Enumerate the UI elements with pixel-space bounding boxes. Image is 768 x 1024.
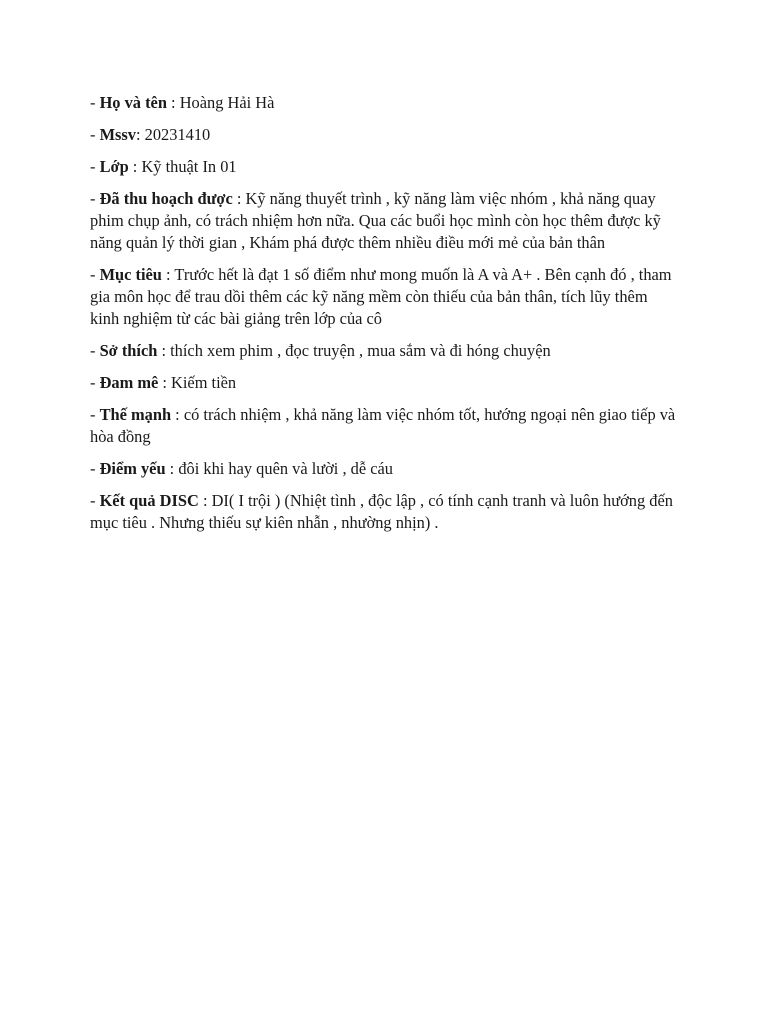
bullet-dash: -	[90, 405, 100, 424]
field-value: Kiếm tiền	[171, 373, 237, 392]
field-label: Mssv	[99, 125, 136, 144]
field-label: Đã thu hoạch được	[99, 189, 233, 208]
field-separator: :	[171, 405, 184, 424]
bullet-dash: -	[90, 491, 100, 510]
bullet-dash: -	[90, 265, 100, 284]
field-value: Kỹ thuật In 01	[141, 157, 237, 176]
field-student-id	[90, 124, 680, 146]
field-hobbies	[90, 340, 680, 362]
field-separator: :	[165, 459, 179, 478]
field-value: có trách nhiệm , khả năng làm việc nhóm tốt, hướng ngoại nên giao tiếp và hòa đồng	[90, 405, 676, 446]
field-separator: :	[128, 157, 142, 176]
bullet-dash: -	[90, 459, 100, 478]
field-separator: :	[166, 93, 180, 112]
field-separator: :	[136, 125, 145, 144]
field-separator: :	[198, 491, 212, 510]
field-passion	[90, 372, 680, 394]
field-label: Mục tiêu	[99, 265, 162, 284]
field-separator: :	[232, 189, 246, 208]
field-strengths	[90, 404, 680, 448]
field-achievements	[90, 188, 680, 254]
field-full-name	[90, 92, 680, 114]
field-label: Kết quả DISC	[99, 491, 199, 510]
field-value: Hoàng Hải Hà	[179, 93, 275, 112]
field-weaknesses	[90, 458, 680, 480]
field-label: Họ và tên	[99, 93, 167, 112]
bullet-dash: -	[90, 341, 100, 360]
bullet-dash: -	[90, 93, 100, 112]
field-label: Sở thích	[99, 341, 158, 360]
bullet-dash: -	[90, 373, 100, 392]
field-value: 20231410	[144, 125, 211, 144]
field-disc-result	[90, 490, 680, 534]
field-separator: :	[161, 265, 175, 284]
field-label: Điểm yếu	[99, 459, 166, 478]
field-value: đôi khi hay quên và lười , dễ cáu	[178, 459, 393, 478]
field-value: Kỹ năng thuyết trình , kỹ năng làm việc nhóm , khả năng quay phim chụp ảnh, có trách nhiệm hơn nữa. Qua các buổi học mình còn học thêm được kỹ năng quản lý thời gian , Khám phá được thêm nhiều điều mới mẻ của bản thân	[90, 189, 661, 252]
bullet-dash: -	[90, 189, 100, 208]
field-label: Lớp	[99, 157, 129, 176]
field-separator: :	[157, 341, 171, 360]
field-value: DI( I trội ) (Nhiệt tình , độc lập , có tính cạnh tranh và luôn hướng đến mục tiêu . Nhưng thiếu sự kiên nhẫn , nhường nhịn) .	[90, 491, 673, 532]
bullet-dash: -	[90, 125, 100, 144]
field-class	[90, 156, 680, 178]
field-label: Đam mê	[99, 373, 159, 392]
field-label: Thế mạnh	[99, 405, 172, 424]
document-body	[90, 92, 680, 544]
bullet-dash: -	[90, 157, 100, 176]
field-goals	[90, 264, 680, 330]
field-value: thích xem phim , đọc truyện , mua sắm và đi hóng chuyện	[170, 341, 551, 360]
field-separator: :	[158, 373, 172, 392]
field-value: Trước hết là đạt 1 số điểm như mong muốn là A và A+ . Bên cạnh đó , tham gia môn học để trau dồi thêm các kỹ năng mềm còn thiếu của bản thân, tích lũy thêm kinh nghiệm từ các bài giảng trên lớp của cô	[90, 265, 672, 328]
